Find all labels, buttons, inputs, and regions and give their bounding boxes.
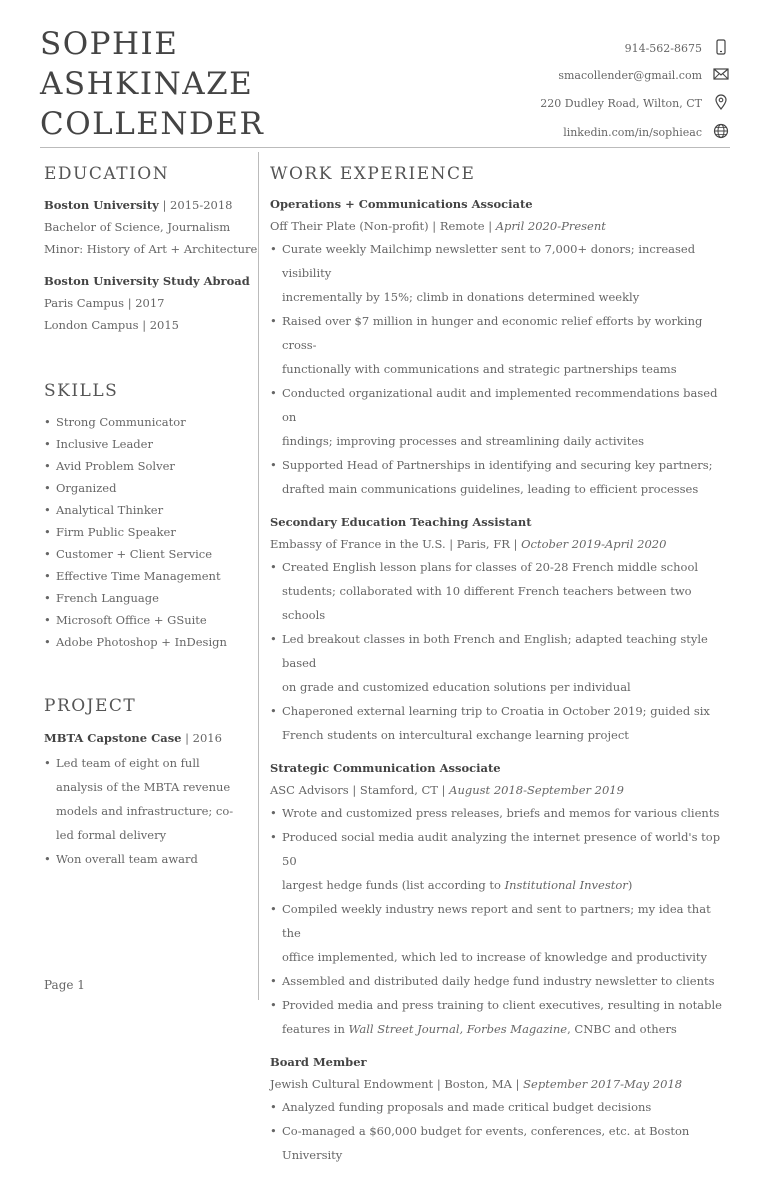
- skill-item: • Customer + Client Service: [44, 543, 249, 565]
- school-years: | 2015-2018: [158, 198, 233, 212]
- education-heading: EDUCATION: [44, 164, 170, 184]
- job-title: Strategic Communication Associate: [270, 761, 501, 775]
- job-title: Board Member: [270, 1055, 367, 1069]
- job-dates: October 2019-April 2020: [521, 537, 667, 551]
- email-text[interactable]: smacollender@gmail.com: [558, 68, 702, 82]
- skill-item: • Adobe Photoshop + InDesign: [44, 631, 249, 653]
- publication-name: Institutional Investor: [504, 878, 628, 892]
- project-bullet-line: analysis of the MBTA revenue: [56, 780, 231, 794]
- bullet-line: office implemented, which led to increase of knowledge and productivity: [282, 950, 708, 964]
- bullet-line: , CNBC and others: [567, 1022, 677, 1036]
- bullet-line: Produced social media audit analyzing the internet presence of world's top 50: [282, 830, 721, 868]
- page-number: Page 1: [44, 978, 85, 992]
- degree: Bachelor of Science, Journalism: [44, 220, 231, 234]
- skill-item: • French Language: [44, 587, 249, 609]
- skills-heading: SKILLS: [44, 381, 119, 401]
- project-bullet: [44, 751, 249, 847]
- campus-paris: Paris Campus | 2017: [44, 296, 165, 310]
- bullet-line: Conducted organizational audit and implemented recommendations based on: [282, 386, 718, 424]
- job-bullet: [270, 699, 730, 747]
- job-org: [270, 215, 730, 237]
- bullet-line: Compiled weekly industry news report and sent to partners; my idea that the: [282, 902, 711, 940]
- job-title: Operations + Communications Associate: [270, 197, 533, 211]
- location-pin-icon: [712, 93, 730, 114]
- project-bullet-line: models and infrastructure; co-: [56, 804, 234, 818]
- skill-item: • Analytical Thinker: [44, 499, 249, 521]
- job-bullet: [270, 825, 730, 897]
- linkedin-text[interactable]: linkedin.com/in/sophieac: [563, 125, 702, 139]
- job-dates: August 2018-September 2019: [449, 783, 624, 797]
- education-section: [44, 194, 258, 336]
- bullet-line: students; collaborated with 10 different French teachers between two schools: [282, 584, 692, 622]
- bullet-line: Provided media and press training to client executives, resulting in notable: [282, 998, 722, 1012]
- job-entry: [270, 757, 730, 1041]
- job-bullet: • Assembled and distributed daily hedge fund industry newsletter to clients: [270, 969, 730, 993]
- project-bullet-line: led formal delivery: [56, 828, 167, 842]
- address-text: 220 Dudley Road, Wilton, CT: [540, 96, 702, 110]
- bullet-line: French students on intercultural exchange learning project: [282, 728, 629, 742]
- job-bullet: [270, 309, 730, 381]
- bullet-line: functionally with communications and strategic partnerships teams: [282, 362, 677, 376]
- job-org-text: Embassy of France in the U.S. | Paris, FR |: [270, 537, 522, 551]
- bullet-line: Led breakout classes in both French and English; adapted teaching style based: [282, 632, 708, 670]
- job-org: [270, 779, 730, 801]
- work-experience-section: [270, 193, 730, 1177]
- bullet-line: largest hedge funds (list according to: [282, 878, 505, 892]
- job-bullet: [270, 381, 730, 453]
- bullet-line: on grade and customized education solutions per individual: [282, 680, 631, 694]
- job-org: [270, 533, 730, 555]
- job-bullet: • Analyzed funding proposals and made critical budget decisions: [270, 1095, 730, 1119]
- bullet-line: ): [627, 878, 633, 892]
- name-middle: ASHKINAZE: [40, 66, 254, 102]
- header-divider: [40, 147, 730, 148]
- minor: Minor: History of Art + Architecture: [44, 242, 258, 256]
- school-name: Boston University: [44, 198, 159, 212]
- skill-item: • Organized: [44, 477, 249, 499]
- skill-item: • Avid Problem Solver: [44, 455, 249, 477]
- job-bullet: • Wrote and customized press releases, briefs and memos for various clients: [270, 801, 730, 825]
- phone-text: 914-562-8675: [624, 41, 702, 55]
- contact-address: [540, 92, 730, 114]
- job-bullet: [270, 627, 730, 699]
- name-last: COLLENDER: [40, 106, 265, 142]
- job-bullet: [270, 237, 730, 309]
- job-entry: [270, 1051, 730, 1167]
- bullet-line: findings; improving processes and streamlining daily activites: [282, 434, 645, 448]
- project-bullet: • Won overall team award: [44, 847, 249, 871]
- job-bullet: [270, 993, 730, 1041]
- bullet-line: incrementally by 15%; climb in donations determined weekly: [282, 290, 640, 304]
- publication-name: Wall Street Journal, Forbes Magazine: [348, 1022, 568, 1036]
- job-org-text: Off Their Plate (Non-profit) | Remote |: [270, 219, 496, 233]
- skills-list: [44, 411, 249, 653]
- project-section: [44, 727, 249, 871]
- bullet-line: Chaperoned external learning trip to Croatia in October 2019; guided six: [282, 704, 710, 718]
- bullet-line: Supported Head of Partnerships in identifying and securing key partners;: [282, 458, 713, 472]
- job-bullet: [270, 453, 730, 501]
- work-experience-heading: WORK EXPERIENCE: [270, 164, 476, 184]
- skill-item: • Inclusive Leader: [44, 433, 249, 455]
- bullet-line: Raised over $7 million in hunger and economic relief efforts by working cross-: [282, 314, 703, 352]
- job-org-text: ASC Advisors | Stamford, CT |: [270, 783, 450, 797]
- bullet-line: Curate weekly Mailchimp newsletter sent to 7,000+ donors; increased visibility: [282, 242, 696, 280]
- project-name: MBTA Capstone Case: [44, 731, 182, 745]
- skill-item: • Strong Communicator: [44, 411, 249, 433]
- project-heading: PROJECT: [44, 696, 137, 716]
- envelope-icon: [712, 65, 730, 86]
- job-org-text: Jewish Cultural Endowment | Boston, MA |: [270, 1077, 524, 1091]
- skill-item: • Firm Public Speaker: [44, 521, 249, 543]
- job-entry: [270, 193, 730, 501]
- skill-item: • Effective Time Management: [44, 565, 249, 587]
- job-bullet: • Co-managed a $60,000 budget for events, conferences, etc. at Boston University: [270, 1119, 730, 1167]
- job-org: [270, 1073, 730, 1095]
- bullet-line: drafted main communications guidelines, leading to efficient processes: [282, 482, 699, 496]
- job-bullet: [270, 555, 730, 627]
- name-first: SOPHIE: [40, 26, 179, 62]
- project-bullet-line: Led team of eight on full: [56, 756, 200, 770]
- job-dates: April 2020-Present: [495, 219, 606, 233]
- column-divider: [258, 152, 259, 1000]
- globe-icon: [712, 122, 730, 143]
- job-bullet: [270, 897, 730, 969]
- project-year: | 2016: [181, 731, 222, 745]
- skill-item: • Microsoft Office + GSuite: [44, 609, 249, 631]
- job-title: Secondary Education Teaching Assistant: [270, 515, 532, 529]
- phone-icon: [712, 38, 730, 59]
- bullet-line: features in: [282, 1022, 349, 1036]
- contact-email: [558, 64, 730, 86]
- study-abroad: Boston University Study Abroad: [44, 274, 250, 288]
- contact-linkedin: [563, 121, 730, 143]
- job-entry: [270, 511, 730, 747]
- bullet-line: Created English lesson plans for classes of 20-28 French middle school: [282, 560, 699, 574]
- job-dates: September 2017-May 2018: [523, 1077, 683, 1091]
- contact-phone: [625, 37, 730, 59]
- campus-london: London Campus | 2015: [44, 318, 179, 332]
